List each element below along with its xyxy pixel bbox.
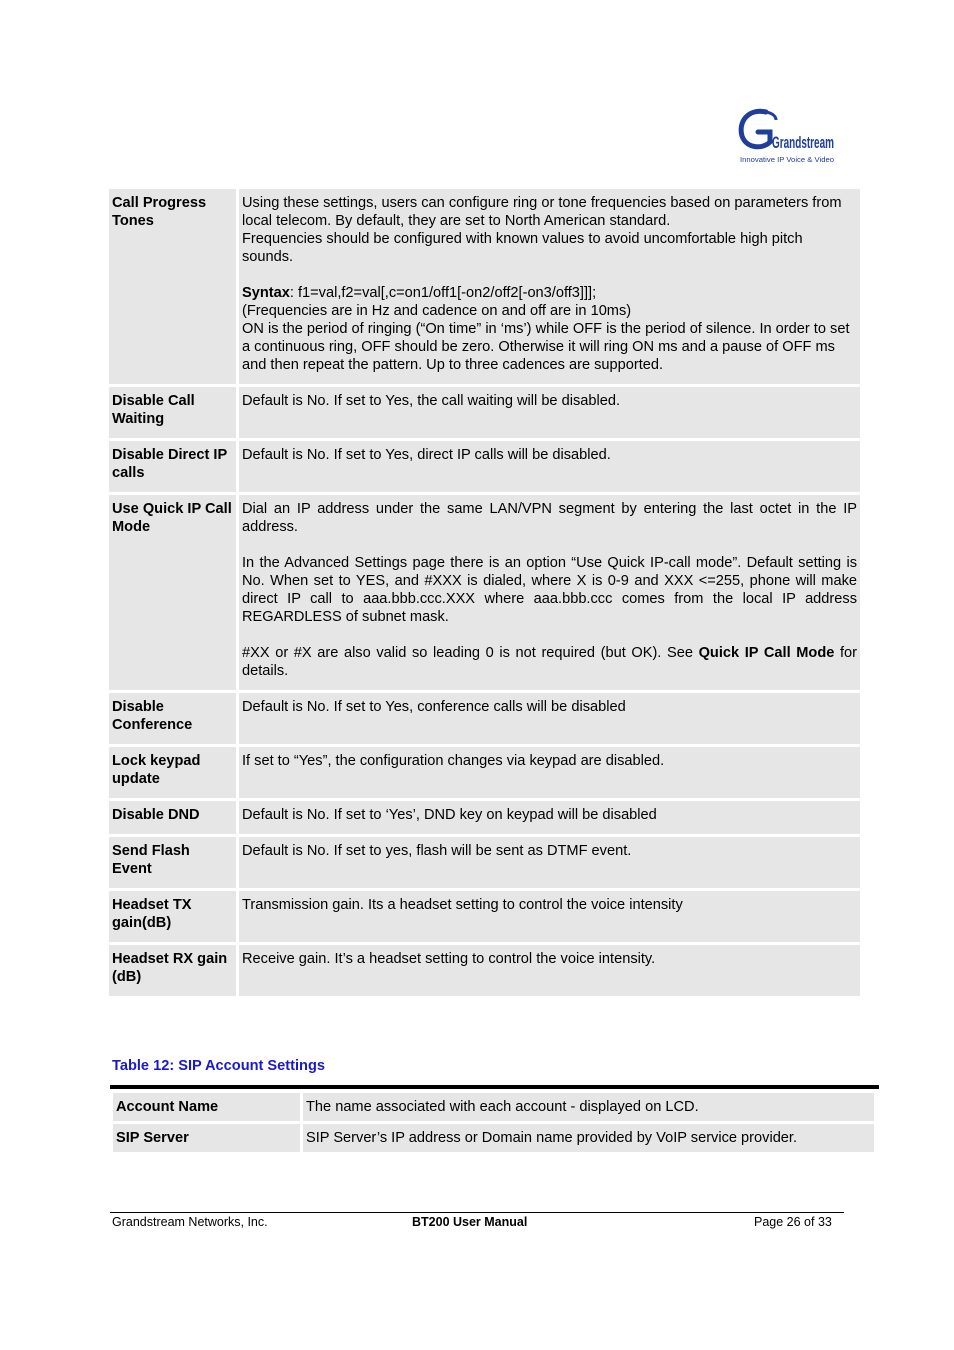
setting-description: SIP Server’s IP address or Domain name provided by VoIP service provider. xyxy=(303,1124,874,1152)
setting-name: Account Name xyxy=(113,1093,300,1121)
paragraph-gap xyxy=(242,266,857,284)
setting-name: Use Quick IP Call Mode xyxy=(109,495,236,690)
setting-name: Headset TX gain(dB) xyxy=(109,891,236,942)
setting-description xyxy=(239,189,860,384)
setting-name: Disable Direct IP calls xyxy=(109,441,236,492)
table-row xyxy=(109,693,860,744)
table-row xyxy=(109,945,860,996)
setting-name: Disable Conference xyxy=(109,693,236,744)
setting-description xyxy=(239,441,860,492)
setting-name: SIP Server xyxy=(113,1124,300,1152)
table-row xyxy=(109,495,860,690)
description-paragraph: Using these settings, users can configure ring or tone frequencies based on parameters from local telecom. By default, they are set to North American standard. xyxy=(242,195,842,229)
text-run: : f1=val,f2=val[,c=on1/off1[-on2/off2[-on3/off3]]]; xyxy=(289,285,597,301)
table-row xyxy=(109,747,860,798)
table-row xyxy=(109,189,860,384)
setting-name: Headset RX gain (dB) xyxy=(109,945,236,996)
table-row xyxy=(113,1124,874,1152)
setting-description xyxy=(239,747,860,798)
setting-description xyxy=(239,387,860,438)
svg-text:Innovative IP Voice & Video: Innovative IP Voice & Video xyxy=(740,157,835,164)
description-paragraph: In the Advanced Settings page there is an option “Use Quick IP-call mode”. Default setting is No. When set to YES, and #XXX is dialed, where X is 0-9 and XXX <=255, phone will make direct IP call to aaa.bbb.ccc.XXX where aaa.bbb.ccc comes from the local IP address REGARDLESS of subnet mask. xyxy=(242,555,857,625)
description-paragraph: Default is No. If set to ‘Yes’, DND key on keypad will be disabled xyxy=(242,807,657,823)
description-paragraph: If set to “Yes”, the configuration changes via keypad are disabled. xyxy=(242,753,665,769)
description-paragraph: Default is No. If set to yes, flash will be sent as DTMF event. xyxy=(242,843,632,859)
settings-table xyxy=(106,186,863,999)
setting-name: Disable Call Waiting xyxy=(109,387,236,438)
setting-name: Send Flash Event xyxy=(109,837,236,888)
setting-description xyxy=(239,837,860,888)
table-row xyxy=(109,387,860,438)
svg-text:Grandstream: Grandstream xyxy=(772,133,834,152)
footer-page-number: Page 26 of 33 xyxy=(754,1215,832,1229)
setting-description xyxy=(239,945,860,996)
table-row xyxy=(109,837,860,888)
footer-manual-title: BT200 User Manual xyxy=(412,1215,528,1229)
description-paragraph: Dial an IP address under the same LAN/VPN segment by entering the last octet in the IP address. xyxy=(242,501,857,535)
table-row xyxy=(109,441,860,492)
grandstream-logo xyxy=(736,104,840,166)
setting-name: Disable DND xyxy=(109,801,236,834)
description-paragraph xyxy=(242,644,857,680)
text-run: #XX or #X are also valid so leading 0 is not required (but OK). See xyxy=(242,645,699,661)
description-paragraph: Transmission gain. Its a headset setting to control the voice intensity xyxy=(242,897,683,913)
setting-description xyxy=(239,495,860,690)
text-run: for details. xyxy=(242,645,857,679)
table-row xyxy=(109,801,860,834)
paragraph-gap xyxy=(242,536,857,554)
setting-description xyxy=(239,801,860,834)
logo-graphic xyxy=(736,104,840,166)
footer-divider xyxy=(110,1212,844,1213)
table-top-rule xyxy=(110,1085,879,1089)
setting-name: Lock keypad update xyxy=(109,747,236,798)
table-row xyxy=(109,891,860,942)
setting-description xyxy=(239,891,860,942)
bold-term: Syntax xyxy=(242,285,290,301)
table-row xyxy=(113,1093,874,1121)
bold-term: Quick IP Call Mode xyxy=(698,645,835,661)
description-paragraph: Receive gain. It’s a headset setting to control the voice intensity. xyxy=(242,951,656,967)
table-caption: Table 12: SIP Account Settings xyxy=(112,1058,326,1074)
setting-description xyxy=(239,693,860,744)
paragraph-gap xyxy=(242,626,857,644)
description-paragraph: (Frequencies are in Hz and cadence on and off are in 10ms) xyxy=(242,303,632,319)
sip-account-table xyxy=(110,1090,877,1155)
footer-company: Grandstream Networks, Inc. xyxy=(112,1215,268,1229)
description-paragraph xyxy=(242,284,857,302)
description-paragraph: Default is No. If set to Yes, conference calls will be disabled xyxy=(242,699,626,715)
description-paragraph: Frequencies should be configured with known values to avoid uncomfortable high pitch sounds. xyxy=(242,231,803,265)
setting-description: The name associated with each account - displayed on LCD. xyxy=(303,1093,874,1121)
description-paragraph: Default is No. If set to Yes, the call waiting will be disabled. xyxy=(242,393,621,409)
description-paragraph: ON is the period of ringing (“On time” in ‘ms’) while OFF is the period of silence. In order to set a continuous ring, OFF should be zero. Otherwise it will ring ON ms and a pause of OFF ms and then repeat the pattern. Up to three cadences are supported. xyxy=(242,321,850,373)
setting-name: Call Progress Tones xyxy=(109,189,236,384)
description-paragraph: Default is No. If set to Yes, direct IP calls will be disabled. xyxy=(242,447,611,463)
